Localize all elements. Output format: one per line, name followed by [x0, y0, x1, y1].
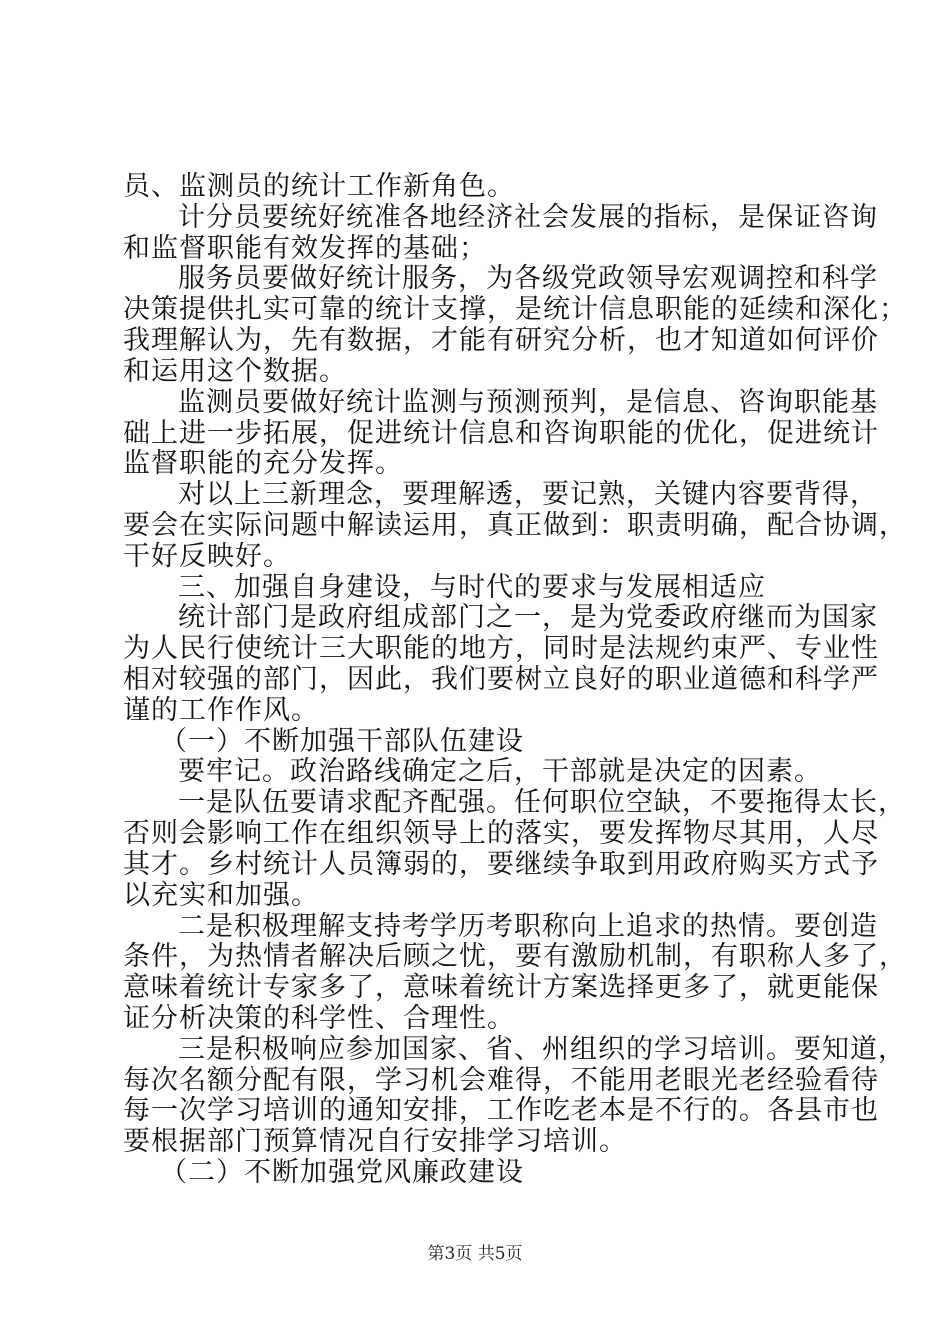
- text-line: 证分析决策的科学性、合理性。: [123, 1003, 515, 1034]
- text-line: 要根据部门预算情况自行安排学习培训。: [123, 1126, 627, 1157]
- text-line: 员、监测员的统计工作新角色。: [123, 171, 515, 202]
- page-number-footer: 第3页 共5页: [427, 1244, 523, 1264]
- text-line: 础上进一步拓展，促进统计信息和咨询职能的优化，促进统计: [123, 418, 879, 449]
- subsection-heading: （二）不断加强党风廉政建设: [160, 1157, 524, 1188]
- text-line: 监测员要做好统计监测与预测预判，是信息、咨询职能基: [178, 387, 878, 418]
- text-line: 计分员要统好统准各地经济社会发展的指标，是保证咨询: [178, 202, 878, 233]
- text-line: 意味着统计专家多了，意味着统计方案选择更多了，就更能保: [123, 972, 879, 1003]
- text-line: 其才。乡村统计人员簿弱的，要继续争取到用政府购买方式予: [123, 849, 879, 880]
- text-line: 为人民行使统计三大职能的地方，同时是法规约束严、专业性: [123, 633, 879, 664]
- subsection-heading: （一）不断加强干部队伍建设: [160, 726, 524, 757]
- text-line: 以充实和加强。: [123, 880, 319, 911]
- text-line: 和监督职能有效发挥的基础；: [123, 233, 487, 264]
- text-line: 对以上三新理念，要理解透，要记熟，关键内容要背得，: [178, 479, 878, 510]
- text-line: 每次名额分配有限，学习机会难得，不能用老眼光老经验看待: [123, 1065, 879, 1096]
- text-line: 统计部门是政府组成部门之一，是为党委政府继而为国家: [178, 602, 878, 633]
- text-line: 否则会影响工作在组织领导上的落实，要发挥物尽其用，人尽: [123, 818, 879, 849]
- text-line: 二是积极理解支持考学历考职称向上追求的热情。要创造: [178, 911, 878, 942]
- text-line: 服务员要做好统计服务，为各级党政领导宏观调控和科学: [178, 263, 878, 294]
- text-line: 和运用这个数据。: [123, 356, 347, 387]
- text-line: 要牢记。政治路线确定之后，干部就是决定的因素。: [178, 756, 822, 787]
- text-line: 每一次学习培训的通知安排，工作吃老本是不行的。各县市也: [123, 1095, 879, 1126]
- text-line: 监督职能的充分发挥。: [123, 448, 403, 479]
- text-line: 相对较强的部门，因此，我们要树立良好的职业道德和科学严: [123, 664, 879, 695]
- text-line: 三是积极响应参加国家、省、州组织的学习培训。要知道，: [178, 1034, 906, 1065]
- text-line: 决策提供扎实可靠的统计支撑，是统计信息职能的延续和深化；: [123, 294, 907, 325]
- text-line: 条件，为热情者解决后顾之忧，要有激励机制，有职称人多了，: [123, 941, 907, 972]
- text-line: 干好反映好。: [123, 541, 291, 572]
- text-line: 一是队伍要请求配齐配强。任何职位空缺，不要拖得太长，: [178, 787, 906, 818]
- text-line: 要会在实际问题中解读运用，真正做到：职责明确，配合协调，: [123, 510, 907, 541]
- section-heading: 三、加强自身建设，与时代的要求与发展相适应: [178, 572, 766, 603]
- text-line: 我理解认为，先有数据，才能有研究分析，也才知道如何评价: [123, 325, 879, 356]
- text-line: 谨的工作作风。: [123, 695, 319, 726]
